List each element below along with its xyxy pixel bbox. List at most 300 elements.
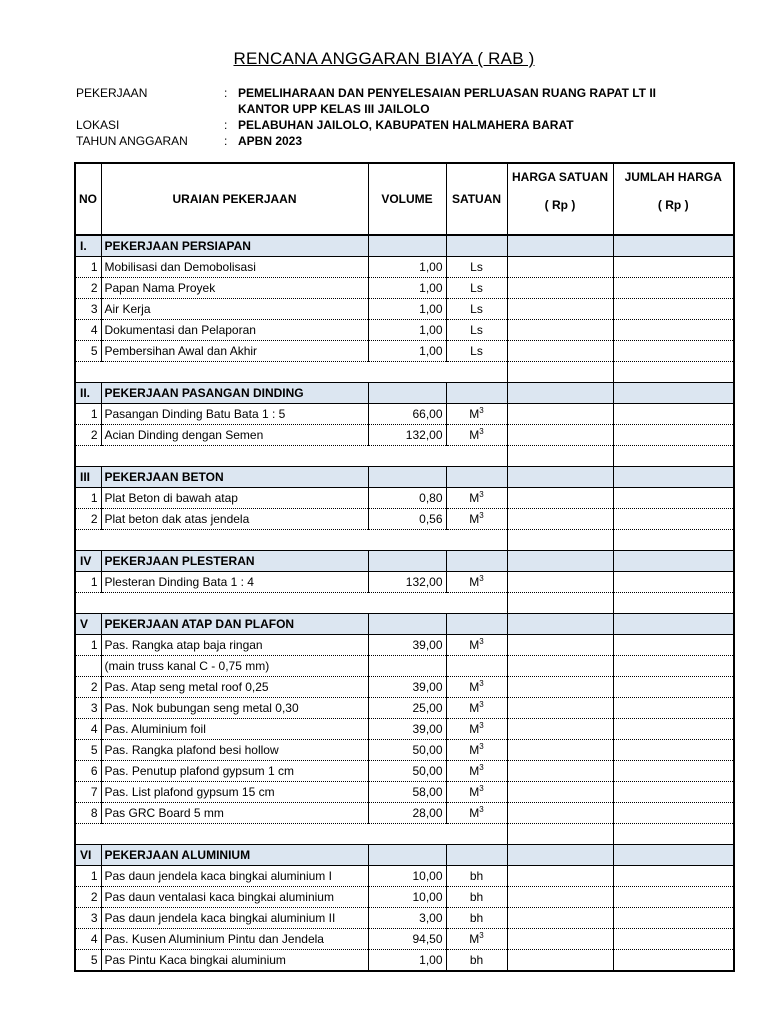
unit-superscript: 3	[479, 763, 484, 772]
row-harga-satuan	[507, 782, 613, 803]
row-description: Acian Dinding dengan Semen	[101, 425, 368, 446]
table-row	[75, 278, 734, 299]
row-volume: 50,00	[368, 740, 446, 761]
table-row	[75, 866, 734, 887]
row-harga-satuan	[507, 719, 613, 740]
section-row	[75, 551, 734, 572]
row-number: 5	[75, 740, 101, 761]
row-jumlah-harga	[613, 551, 734, 572]
row-description: PEKERJAAN ATAP DAN PLAFON	[101, 614, 368, 635]
row-number: VI	[75, 845, 101, 866]
row-description: Pas Pintu Kaca bingkai aluminium	[101, 950, 368, 972]
table-row	[75, 509, 734, 530]
row-number: III	[75, 467, 101, 488]
row-number: V	[75, 614, 101, 635]
unit-superscript: 3	[479, 742, 484, 751]
row-jumlah-harga	[613, 698, 734, 719]
row-description: Pasangan Dinding Batu Bata 1 : 5	[101, 404, 368, 425]
row-unit	[446, 299, 507, 320]
header-jumlah-harga-label: JUMLAH HARGA	[624, 170, 722, 184]
unit-text: M	[469, 407, 480, 421]
row-description: Pas daun jendela kaca bingkai aluminium I	[101, 866, 368, 887]
row-number: 6	[75, 761, 101, 782]
table-row	[75, 572, 734, 593]
row-description: Pas. Kusen Aluminium Pintu dan Jendela	[101, 929, 368, 950]
row-jumlah-harga	[613, 467, 734, 488]
row-unit	[446, 278, 507, 299]
unit-text: bh	[469, 953, 484, 967]
unit-text: Ls	[470, 344, 483, 358]
blank-cell	[368, 593, 446, 614]
row-harga-satuan	[507, 761, 613, 782]
table-row	[75, 656, 734, 677]
blank-cell	[75, 593, 101, 614]
unit-text: M	[469, 575, 480, 589]
info-label: LOKASI	[76, 118, 120, 132]
row-jumlah-harga	[613, 572, 734, 593]
header-harga-satuan-label: HARGA SATUAN	[512, 170, 608, 184]
row-harga-satuan	[507, 887, 613, 908]
section-row	[75, 845, 734, 866]
row-jumlah-harga	[613, 488, 734, 509]
row-number: 5	[75, 341, 101, 362]
row-unit	[446, 782, 507, 803]
row-volume: 10,00	[368, 866, 446, 887]
row-description: Plat Beton di bawah atap	[101, 488, 368, 509]
table-row	[75, 908, 734, 929]
row-description: Pas daun ventalasi kaca bingkai aluminium	[101, 887, 368, 908]
blank-row	[75, 824, 734, 845]
blank-cell	[507, 593, 613, 614]
row-unit	[446, 803, 507, 824]
info-colon: :	[224, 118, 228, 132]
table-row	[75, 320, 734, 341]
row-description: PEKERJAAN PLESTERAN	[101, 551, 368, 572]
row-unit	[446, 866, 507, 887]
info-value: PEMELIHARAAN DAN PENYELESAIAN PERLUASAN RUANG RAPAT LT II	[238, 86, 657, 100]
header-volume: VOLUME	[368, 163, 446, 235]
row-unit	[446, 488, 507, 509]
row-jumlah-harga	[613, 404, 734, 425]
unit-superscript: 3	[479, 406, 484, 415]
blank-cell	[368, 530, 446, 551]
row-description: Pas. Rangka plafond besi hollow	[101, 740, 368, 761]
row-number: 1	[75, 257, 101, 278]
row-volume: 1,00	[368, 341, 446, 362]
row-description: PEKERJAAN ALUMINIUM	[101, 845, 368, 866]
row-volume	[368, 383, 446, 404]
row-jumlah-harga	[613, 299, 734, 320]
header-uraian: URAIAN PEKERJAAN	[101, 163, 368, 235]
table-row	[75, 425, 734, 446]
row-description: Air Kerja	[101, 299, 368, 320]
row-jumlah-harga	[613, 887, 734, 908]
row-unit	[446, 551, 507, 572]
row-harga-satuan	[507, 299, 613, 320]
row-number: 2	[75, 278, 101, 299]
table-row	[75, 341, 734, 362]
row-number: 1	[75, 488, 101, 509]
row-description: PEKERJAAN BETON	[101, 467, 368, 488]
row-jumlah-harga	[613, 677, 734, 698]
unit-text: M	[469, 680, 480, 694]
info-colon: :	[224, 86, 228, 100]
blank-cell	[446, 530, 507, 551]
unit-text: M	[469, 701, 480, 715]
rab-table	[74, 162, 735, 972]
row-unit	[446, 509, 507, 530]
row-description: Pas. List plafond gypsum 15 cm	[101, 782, 368, 803]
blank-row	[75, 530, 734, 551]
row-jumlah-harga	[613, 635, 734, 656]
info-value: KANTOR UPP KELAS III JAILOLO	[238, 102, 430, 116]
section-row	[75, 235, 734, 257]
blank-cell	[75, 530, 101, 551]
row-number: 3	[75, 698, 101, 719]
blank-cell	[75, 824, 101, 845]
row-volume: 39,00	[368, 677, 446, 698]
row-volume	[368, 614, 446, 635]
blank-cell	[101, 593, 368, 614]
row-volume: 39,00	[368, 635, 446, 656]
row-jumlah-harga	[613, 929, 734, 950]
row-harga-satuan	[507, 929, 613, 950]
row-harga-satuan	[507, 488, 613, 509]
row-volume: 132,00	[368, 425, 446, 446]
row-number: II.	[75, 383, 101, 404]
unit-text: M	[469, 806, 480, 820]
row-description: PEKERJAAN PERSIAPAN	[101, 235, 368, 257]
table-row	[75, 677, 734, 698]
row-description: Mobilisasi dan Demobolisasi	[101, 257, 368, 278]
info-colon: :	[224, 134, 228, 148]
unit-superscript: 3	[479, 574, 484, 583]
blank-cell	[507, 824, 613, 845]
row-jumlah-harga	[613, 257, 734, 278]
row-unit	[446, 572, 507, 593]
row-unit	[446, 383, 507, 404]
row-number	[75, 656, 101, 677]
unit-text: M	[469, 764, 480, 778]
blank-row	[75, 362, 734, 383]
row-harga-satuan	[507, 425, 613, 446]
row-harga-satuan	[507, 614, 613, 635]
table-row	[75, 740, 734, 761]
table-row	[75, 761, 734, 782]
section-row	[75, 614, 734, 635]
row-unit	[446, 740, 507, 761]
blank-cell	[507, 446, 613, 467]
row-harga-satuan	[507, 551, 613, 572]
row-number: 2	[75, 887, 101, 908]
row-description: Papan Nama Proyek	[101, 278, 368, 299]
unit-superscript: 3	[479, 427, 484, 436]
row-number: 4	[75, 929, 101, 950]
header-jumlah-harga-unit: ( Rp )	[657, 198, 689, 212]
row-description: Pas. Penutup plafond gypsum 1 cm	[101, 761, 368, 782]
row-harga-satuan	[507, 908, 613, 929]
unit-text: bh	[469, 869, 484, 883]
blank-cell	[613, 362, 734, 383]
row-number: 1	[75, 404, 101, 425]
row-jumlah-harga	[613, 866, 734, 887]
blank-cell	[613, 446, 734, 467]
row-description: Pas. Nok bubungan seng metal 0,30	[101, 698, 368, 719]
blank-cell	[75, 446, 101, 467]
row-harga-satuan	[507, 656, 613, 677]
row-number: 3	[75, 908, 101, 929]
row-volume: 10,00	[368, 887, 446, 908]
unit-text: M	[469, 932, 480, 946]
row-unit	[446, 341, 507, 362]
row-description: PEKERJAAN PASANGAN DINDING	[101, 383, 368, 404]
row-jumlah-harga	[613, 656, 734, 677]
row-volume: 94,50	[368, 929, 446, 950]
row-jumlah-harga	[613, 425, 734, 446]
row-description: Pembersihan Awal dan Akhir	[101, 341, 368, 362]
table-row	[75, 950, 734, 972]
unit-superscript: 3	[479, 805, 484, 814]
row-volume	[368, 656, 446, 677]
row-number: 1	[75, 866, 101, 887]
row-number: 1	[75, 635, 101, 656]
row-number: 4	[75, 719, 101, 740]
row-harga-satuan	[507, 572, 613, 593]
blank-cell	[613, 593, 734, 614]
unit-text: M	[469, 785, 480, 799]
row-description: Pas. Rangka atap baja ringan	[101, 635, 368, 656]
row-volume: 50,00	[368, 761, 446, 782]
row-harga-satuan	[507, 509, 613, 530]
table-row	[75, 257, 734, 278]
row-volume: 0,56	[368, 509, 446, 530]
row-unit	[446, 320, 507, 341]
row-unit	[446, 719, 507, 740]
row-volume: 58,00	[368, 782, 446, 803]
unit-text: M	[469, 743, 480, 757]
row-description: Pas GRC Board 5 mm	[101, 803, 368, 824]
unit-text: Ls	[470, 281, 483, 295]
table-row	[75, 698, 734, 719]
row-unit	[446, 235, 507, 257]
unit-text: Ls	[470, 302, 483, 316]
blank-cell	[101, 530, 368, 551]
row-volume: 1,00	[368, 320, 446, 341]
header-harga-satuan	[507, 163, 613, 235]
row-volume: 0,80	[368, 488, 446, 509]
unit-text: bh	[469, 911, 484, 925]
row-description: Pas. Atap seng metal roof 0,25	[101, 677, 368, 698]
row-unit	[446, 677, 507, 698]
unit-superscript: 3	[479, 490, 484, 499]
row-harga-satuan	[507, 235, 613, 257]
blank-cell	[613, 824, 734, 845]
row-number: 2	[75, 509, 101, 530]
header-harga-satuan-unit: ( Rp )	[544, 198, 576, 212]
row-description: Pas daun jendela kaca bingkai aluminium II	[101, 908, 368, 929]
table-row	[75, 929, 734, 950]
info-value: APBN 2023	[238, 134, 303, 148]
row-volume	[368, 467, 446, 488]
row-description: Plesteran Dinding Bata 1 : 4	[101, 572, 368, 593]
unit-text: M	[469, 512, 480, 526]
row-description: (main truss kanal C - 0,75 mm)	[101, 656, 368, 677]
row-jumlah-harga	[613, 761, 734, 782]
row-jumlah-harga	[613, 719, 734, 740]
blank-cell	[101, 362, 368, 383]
row-harga-satuan	[507, 866, 613, 887]
row-number: 5	[75, 950, 101, 972]
row-volume: 1,00	[368, 257, 446, 278]
table-body	[75, 235, 734, 971]
row-harga-satuan	[507, 677, 613, 698]
row-number: 7	[75, 782, 101, 803]
row-unit	[446, 761, 507, 782]
row-harga-satuan	[507, 845, 613, 866]
table-row	[75, 719, 734, 740]
unit-text: Ls	[470, 323, 483, 337]
row-unit	[446, 635, 507, 656]
table-row	[75, 803, 734, 824]
row-unit	[446, 698, 507, 719]
row-jumlah-harga	[613, 341, 734, 362]
blank-row	[75, 593, 734, 614]
row-jumlah-harga	[613, 509, 734, 530]
unit-text: M	[469, 638, 480, 652]
blank-cell	[368, 824, 446, 845]
unit-superscript: 3	[479, 931, 484, 940]
row-number: 4	[75, 320, 101, 341]
row-harga-satuan	[507, 278, 613, 299]
row-unit	[446, 845, 507, 866]
blank-cell	[101, 824, 368, 845]
header-jumlah-harga	[613, 163, 734, 235]
blank-cell	[368, 362, 446, 383]
row-unit	[446, 425, 507, 446]
unit-text: bh	[469, 890, 484, 904]
document-title: RENCANA ANGGARAN BIAYA ( RAB )	[233, 49, 535, 68]
header-satuan: SATUAN	[446, 163, 507, 235]
blank-cell	[507, 530, 613, 551]
row-volume	[368, 551, 446, 572]
table-row	[75, 782, 734, 803]
row-jumlah-harga	[613, 950, 734, 972]
section-row	[75, 383, 734, 404]
row-harga-satuan	[507, 341, 613, 362]
row-harga-satuan	[507, 698, 613, 719]
unit-text: M	[469, 491, 480, 505]
blank-cell	[101, 446, 368, 467]
unit-superscript: 3	[479, 679, 484, 688]
row-jumlah-harga	[613, 803, 734, 824]
unit-superscript: 3	[479, 637, 484, 646]
unit-text: M	[469, 722, 480, 736]
blank-cell	[446, 824, 507, 845]
row-harga-satuan	[507, 950, 613, 972]
row-volume: 66,00	[368, 404, 446, 425]
unit-superscript: 3	[479, 784, 484, 793]
row-harga-satuan	[507, 635, 613, 656]
blank-cell	[613, 530, 734, 551]
row-jumlah-harga	[613, 845, 734, 866]
row-unit	[446, 614, 507, 635]
row-volume: 1,00	[368, 950, 446, 972]
row-jumlah-harga	[613, 320, 734, 341]
row-unit	[446, 929, 507, 950]
row-description: Dokumentasi dan Pelaporan	[101, 320, 368, 341]
row-jumlah-harga	[613, 908, 734, 929]
blank-cell	[446, 593, 507, 614]
row-volume: 132,00	[368, 572, 446, 593]
blank-cell	[75, 362, 101, 383]
table-row	[75, 635, 734, 656]
blank-cell	[446, 362, 507, 383]
row-description: Pas. Aluminium foil	[101, 719, 368, 740]
blank-cell	[446, 446, 507, 467]
row-harga-satuan	[507, 404, 613, 425]
section-row	[75, 467, 734, 488]
row-jumlah-harga	[613, 614, 734, 635]
blank-row	[75, 446, 734, 467]
row-harga-satuan	[507, 740, 613, 761]
header-no: NO	[75, 163, 101, 235]
row-number: 2	[75, 677, 101, 698]
row-number: 3	[75, 299, 101, 320]
table-row	[75, 488, 734, 509]
table-row	[75, 887, 734, 908]
unit-superscript: 3	[479, 721, 484, 730]
row-unit	[446, 908, 507, 929]
row-unit	[446, 404, 507, 425]
row-volume: 28,00	[368, 803, 446, 824]
row-unit	[446, 656, 507, 677]
row-number: IV	[75, 551, 101, 572]
table-row	[75, 299, 734, 320]
row-harga-satuan	[507, 467, 613, 488]
row-unit	[446, 467, 507, 488]
blank-cell	[368, 446, 446, 467]
row-volume: 25,00	[368, 698, 446, 719]
info-value: PELABUHAN JAILOLO, KABUPATEN HALMAHERA BARAT	[238, 118, 574, 132]
unit-superscript: 3	[479, 511, 484, 520]
blank-cell	[507, 362, 613, 383]
table-row	[75, 404, 734, 425]
unit-text: M	[469, 428, 480, 442]
row-volume: 1,00	[368, 299, 446, 320]
row-jumlah-harga	[613, 782, 734, 803]
row-unit	[446, 950, 507, 972]
row-volume: 1,00	[368, 278, 446, 299]
row-harga-satuan	[507, 257, 613, 278]
row-harga-satuan	[507, 320, 613, 341]
row-jumlah-harga	[613, 278, 734, 299]
row-volume: 3,00	[368, 908, 446, 929]
row-number: 2	[75, 425, 101, 446]
row-description: Plat beton dak atas jendela	[101, 509, 368, 530]
row-volume	[368, 845, 446, 866]
row-volume: 39,00	[368, 719, 446, 740]
row-number: I.	[75, 235, 101, 257]
row-jumlah-harga	[613, 235, 734, 257]
row-jumlah-harga	[613, 383, 734, 404]
info-label: TAHUN ANGGARAN	[76, 134, 188, 148]
row-harga-satuan	[507, 803, 613, 824]
unit-text: Ls	[470, 260, 483, 274]
unit-superscript: 3	[479, 700, 484, 709]
info-label: PEKERJAAN	[76, 86, 148, 100]
row-volume	[368, 235, 446, 257]
row-number: 8	[75, 803, 101, 824]
